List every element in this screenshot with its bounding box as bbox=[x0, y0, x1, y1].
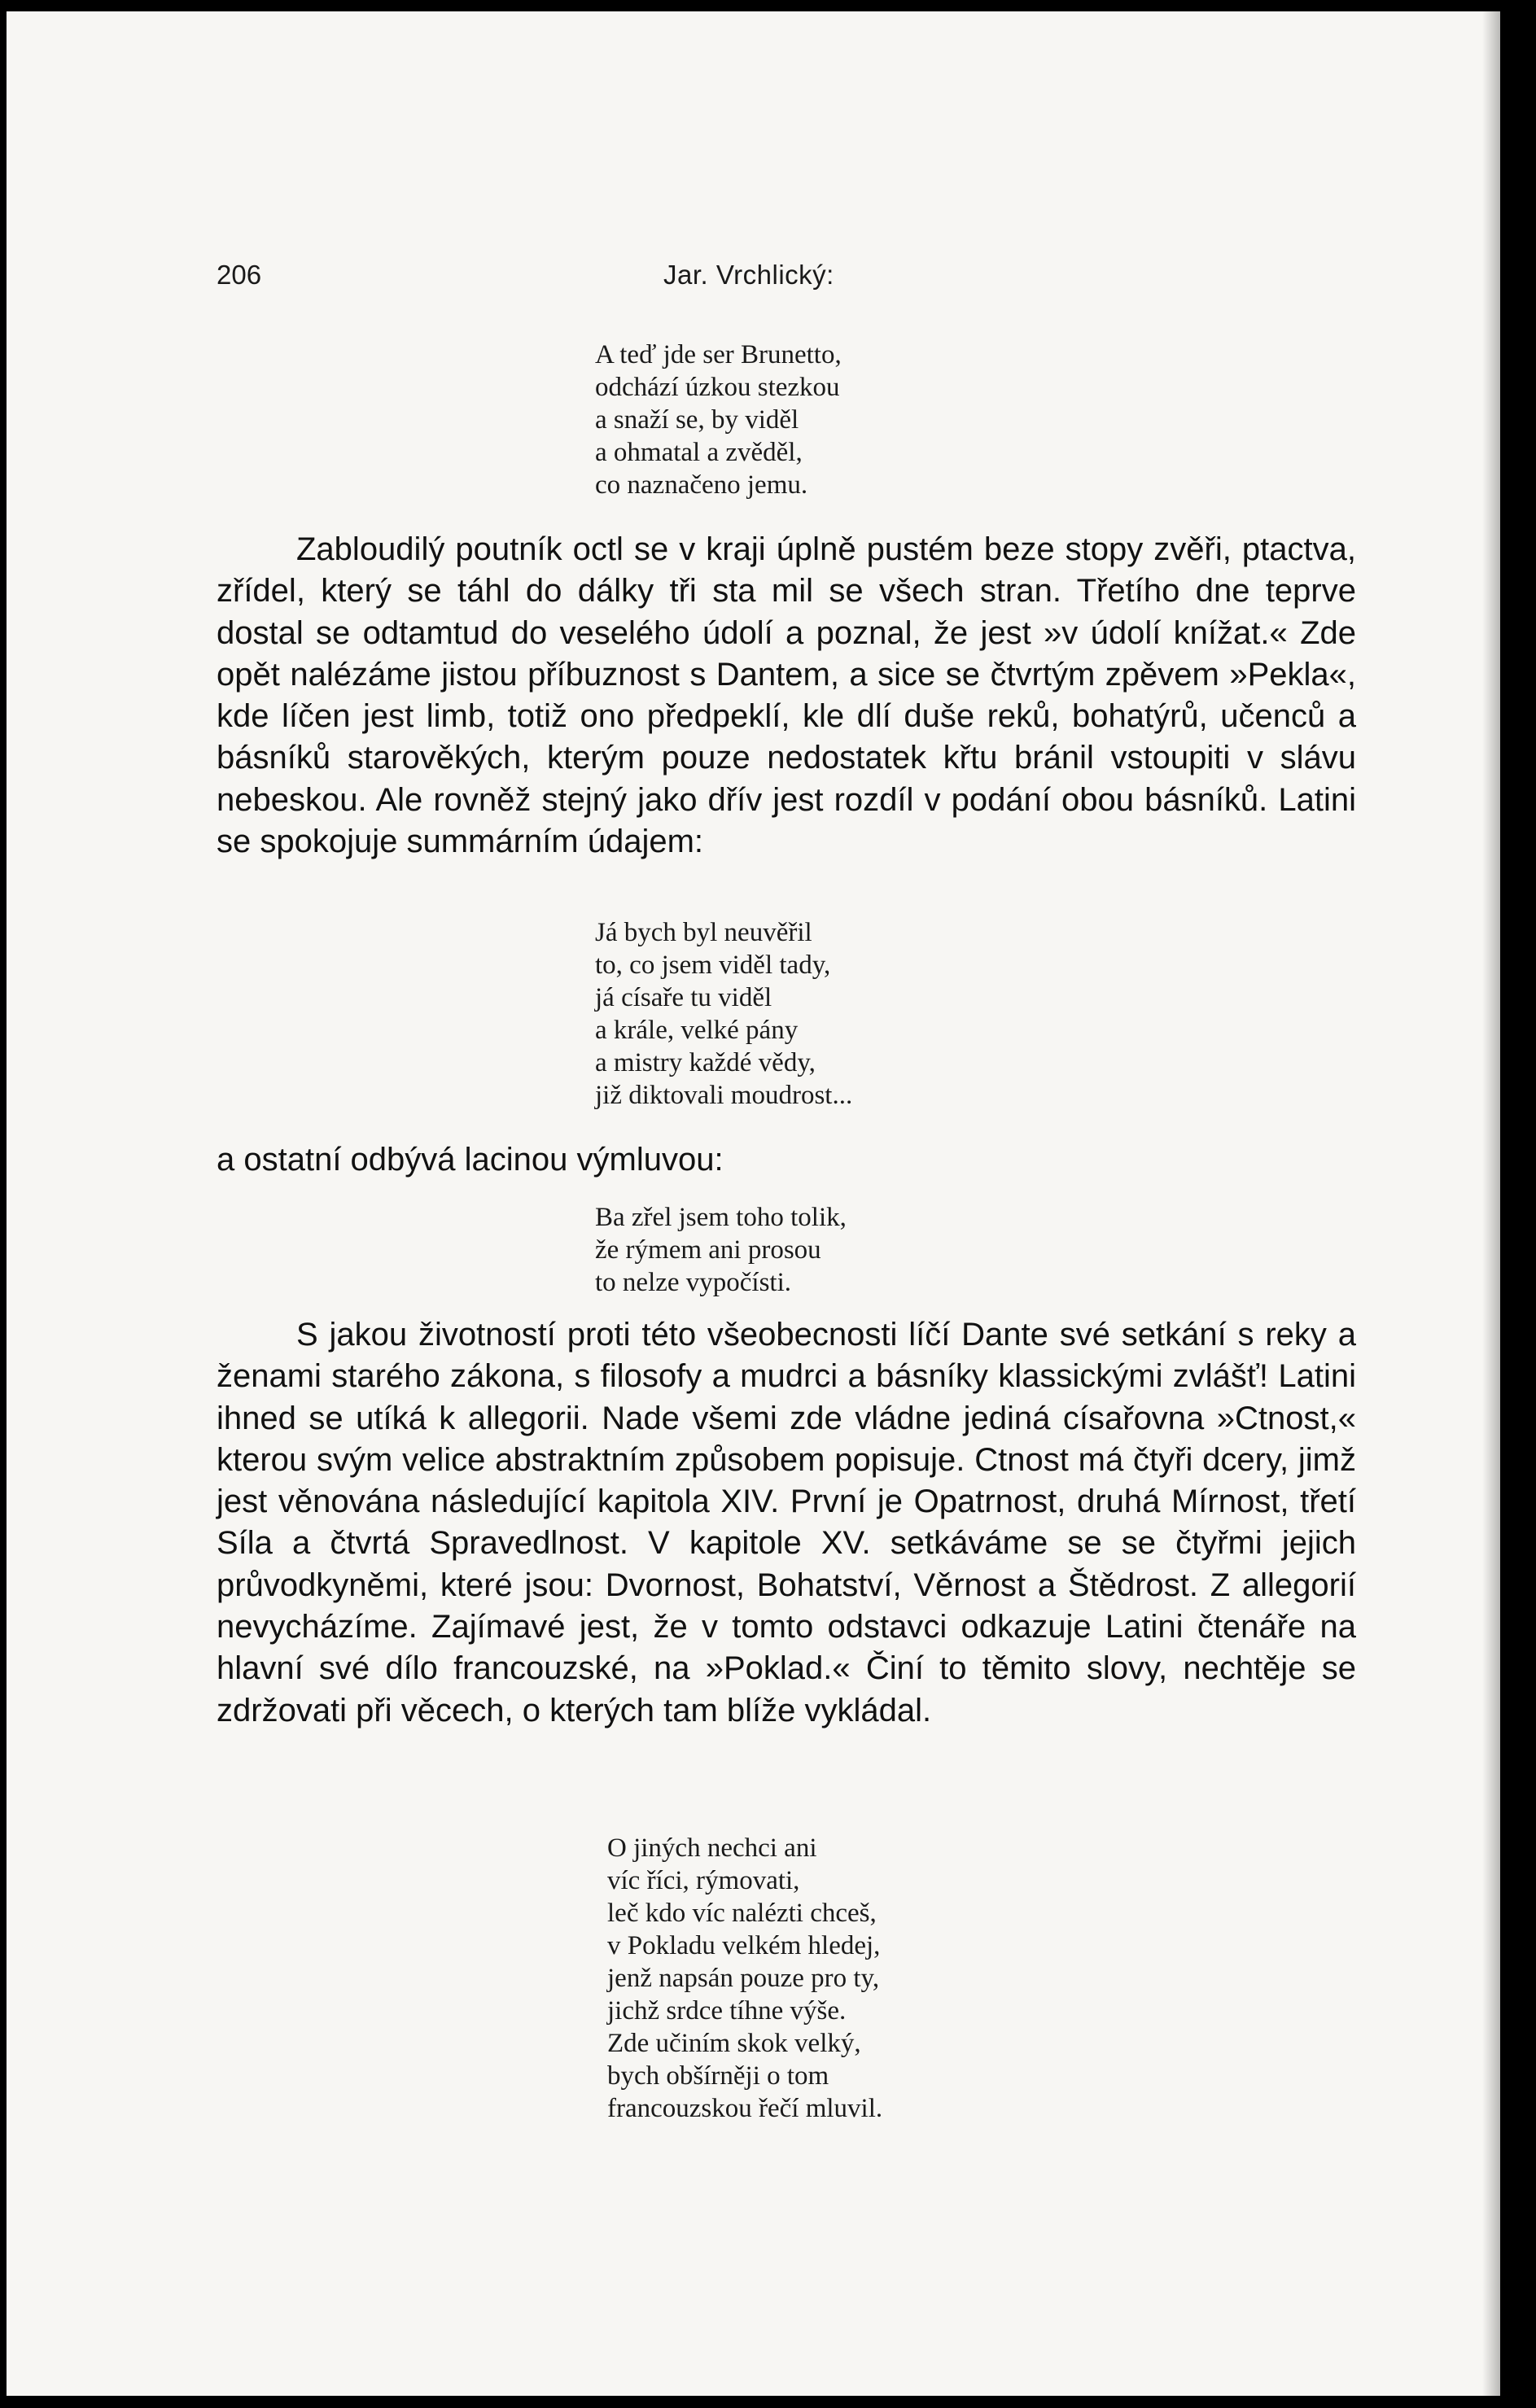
verse-line: Zde učiním skok velký, bbox=[607, 2029, 861, 2058]
verse-block-3 bbox=[595, 1201, 847, 1299]
verse-line: a ohmatal a zvěděl, bbox=[595, 438, 803, 467]
verse-line: to nelze vypočísti. bbox=[595, 1268, 792, 1297]
paragraph-2 bbox=[217, 1139, 1356, 1181]
running-head: Jar. Vrchlický: bbox=[663, 260, 834, 290]
verse-line: to, co jsem viděl tady, bbox=[595, 951, 831, 980]
verse-line: a krále, velké pány bbox=[595, 1016, 799, 1045]
paragraph-3 bbox=[217, 1314, 1356, 1732]
paragraph-text: S jakou životností proti této všeobecnosti líčí Dante své setkání s reky a ženami starého zákona, s filosofy a mudrci a básníky klassickými zvlášť! Latini ihned se utíká k allegorii. Nade všemi zde vládne jediná císařovna »Ctnost,« kterou svým velice abstraktním způsobem popisuje. Ctnost má čtyři dcery, jimž jest věnována následující kapitola XIV. První je Opatrnost, druhá Mírnost, třetí Síla a čtvrtá Spravedlnost. V kapitole XV. setkáváme se se čtyřmi jejich průvodkyněmi, které jsou: Dvornost, Bohatství, Věrnost a Štědrost. Z allegorií nevycházíme. Zajímavé jest, že v tomto odstavci odkazuje Latini čtenáře na hlavní své dílo francouzské, na »Poklad.« Činí to těmito slovy, nechtěje se zdržovati při věcech, o kterých tam blíže vykládal. bbox=[217, 1317, 1356, 1728]
verse-block-1 bbox=[595, 339, 842, 501]
verse-block-2 bbox=[595, 916, 852, 1112]
page-edge-shadow bbox=[1482, 11, 1500, 2396]
verse-line: co naznačeno jemu. bbox=[595, 470, 808, 500]
verse-line: O jiných nechci ani bbox=[607, 1833, 817, 1863]
paragraph-1 bbox=[217, 529, 1356, 863]
verse-line: a snaží se, by viděl bbox=[595, 405, 799, 435]
verse-line: a mistry každé vědy, bbox=[595, 1048, 816, 1077]
verse-line: A teď jde ser Brunetto, bbox=[595, 340, 842, 369]
verse-line: leč kdo víc nalézti chceš, bbox=[607, 1899, 877, 1928]
verse-line: že rýmem ani prosou bbox=[595, 1235, 821, 1265]
verse-line: jenž napsán pouze pro ty, bbox=[607, 1964, 880, 1993]
verse-line: Já bych byl neuvěřil bbox=[595, 918, 812, 947]
book-page bbox=[7, 11, 1500, 2396]
verse-line: víc říci, rýmovati, bbox=[607, 1866, 800, 1895]
verse-line: již diktovali moudrost... bbox=[595, 1081, 853, 1110]
verse-line: jichž srdce tíhne výše. bbox=[607, 1996, 847, 2026]
paragraph-text: Zabloudilý poutník octl se v kraji úplně pustém beze stopy zvěři, ptactva, zřídel, který se táhl do dálky tři sta mil se všech stran. Třetího dne teprve dostal se odtamtud do veselého údolí a poznal, že jest »v údolí knížat.« Zde opět nalézáme jistou příbuznost s Dantem, a sice se čtvrtým zpěvem »Pekla«, kde líčen jest limb, totiž ono předpeklí, kle dlí duše reků, bohatýrů, učenců a básníků starověkých, kterým pouze nedostatek křtu bránil vstoupiti v slávu nebeskou. Ale rovněž stejný jako dřív jest rozdíl v podání obou básníků. Latini se spokojuje summárním údajem: bbox=[217, 531, 1356, 860]
verse-line: v Pokladu velkém hledej, bbox=[607, 1931, 881, 1960]
paragraph-text: a ostatní odbývá lacinou výmluvou: bbox=[217, 1142, 724, 1178]
verse-line: bych obšírněji o tom bbox=[607, 2061, 829, 2091]
page-number: 206 bbox=[217, 260, 262, 290]
verse-line: francouzskou řečí mluvil. bbox=[607, 2094, 883, 2123]
verse-block-4 bbox=[607, 1832, 882, 2125]
verse-line: já císaře tu viděl bbox=[595, 983, 772, 1012]
page-header bbox=[7, 260, 1500, 300]
verse-line: odchází úzkou stezkou bbox=[595, 373, 840, 402]
verse-line: Ba zřel jsem toho tolik, bbox=[595, 1203, 847, 1232]
